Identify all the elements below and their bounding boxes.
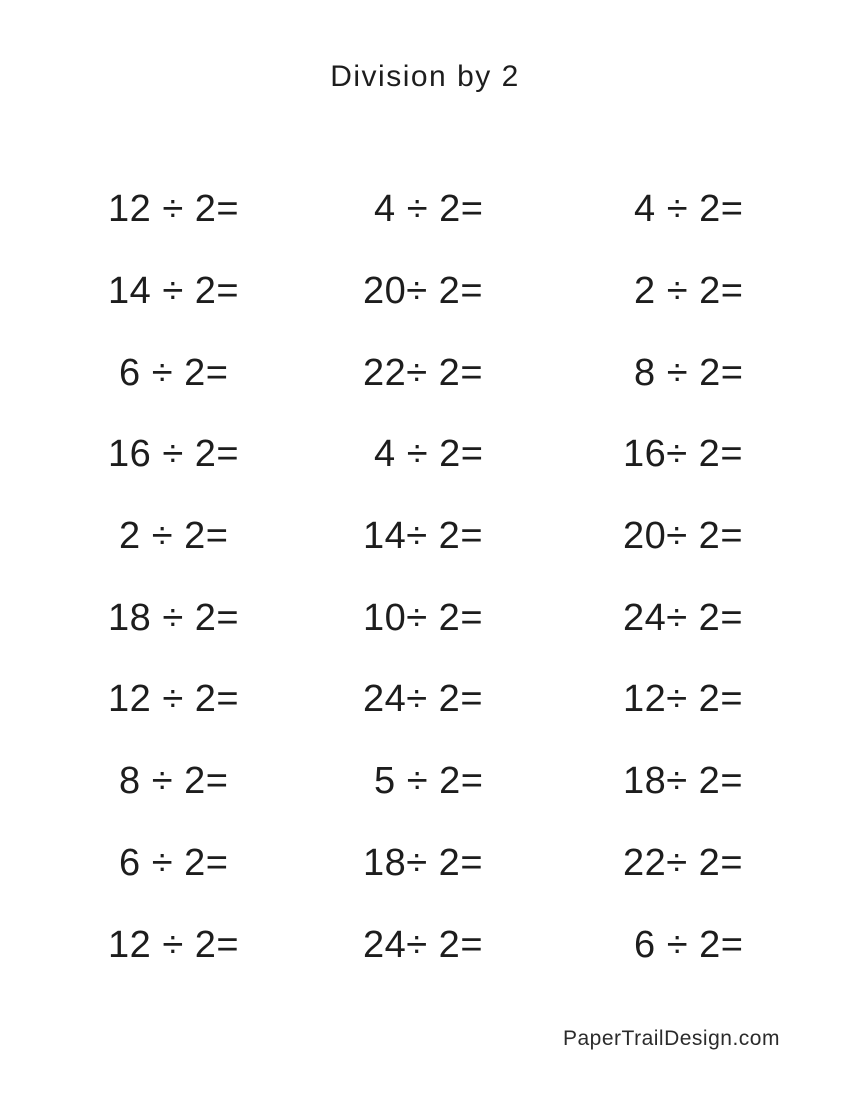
division-problem: 16 ÷ 2= <box>108 433 240 476</box>
division-problem: 5 ÷ 2= <box>363 760 484 803</box>
division-problem: 16÷ 2= <box>623 433 744 476</box>
division-problem: 6 ÷ 2= <box>623 923 744 966</box>
division-problem: 14 ÷ 2= <box>108 270 240 313</box>
division-problem: 4 ÷ 2= <box>363 188 484 231</box>
division-problem: 18÷ 2= <box>363 841 484 884</box>
division-problem: 6 ÷ 2= <box>108 841 229 884</box>
division-problem: 20÷ 2= <box>363 270 484 313</box>
division-problem: 4 ÷ 2= <box>623 188 744 231</box>
division-problem: 24÷ 2= <box>623 596 744 639</box>
footer-credit: PaperTrailDesign.com <box>563 1027 780 1050</box>
division-problem: 18 ÷ 2= <box>108 596 240 639</box>
division-problem: 4 ÷ 2= <box>363 433 484 476</box>
division-problem: 12÷ 2= <box>623 678 744 721</box>
division-problem: 20÷ 2= <box>623 515 744 558</box>
division-problem: 12 ÷ 2= <box>108 923 240 966</box>
division-problem: 8 ÷ 2= <box>623 351 744 394</box>
division-problem: 12 ÷ 2= <box>108 188 240 231</box>
division-problem: 6 ÷ 2= <box>108 351 229 394</box>
division-problem: 18÷ 2= <box>623 760 744 803</box>
division-problem: 2 ÷ 2= <box>108 515 229 558</box>
division-problem: 24÷ 2= <box>363 923 484 966</box>
division-problem: 24÷ 2= <box>363 678 484 721</box>
problems-column-3 <box>623 169 744 986</box>
division-problem: 8 ÷ 2= <box>108 760 229 803</box>
division-problem: 2 ÷ 2= <box>623 270 744 313</box>
division-problem: 10÷ 2= <box>363 596 484 639</box>
division-problem: 14÷ 2= <box>363 515 484 558</box>
division-problem: 22÷ 2= <box>623 841 744 884</box>
worksheet-title: Division by 2 <box>330 60 520 93</box>
problems-column-1 <box>108 169 239 986</box>
problems-column-2 <box>363 169 484 986</box>
division-problem: 12 ÷ 2= <box>108 678 240 721</box>
division-problem: 22÷ 2= <box>363 351 484 394</box>
